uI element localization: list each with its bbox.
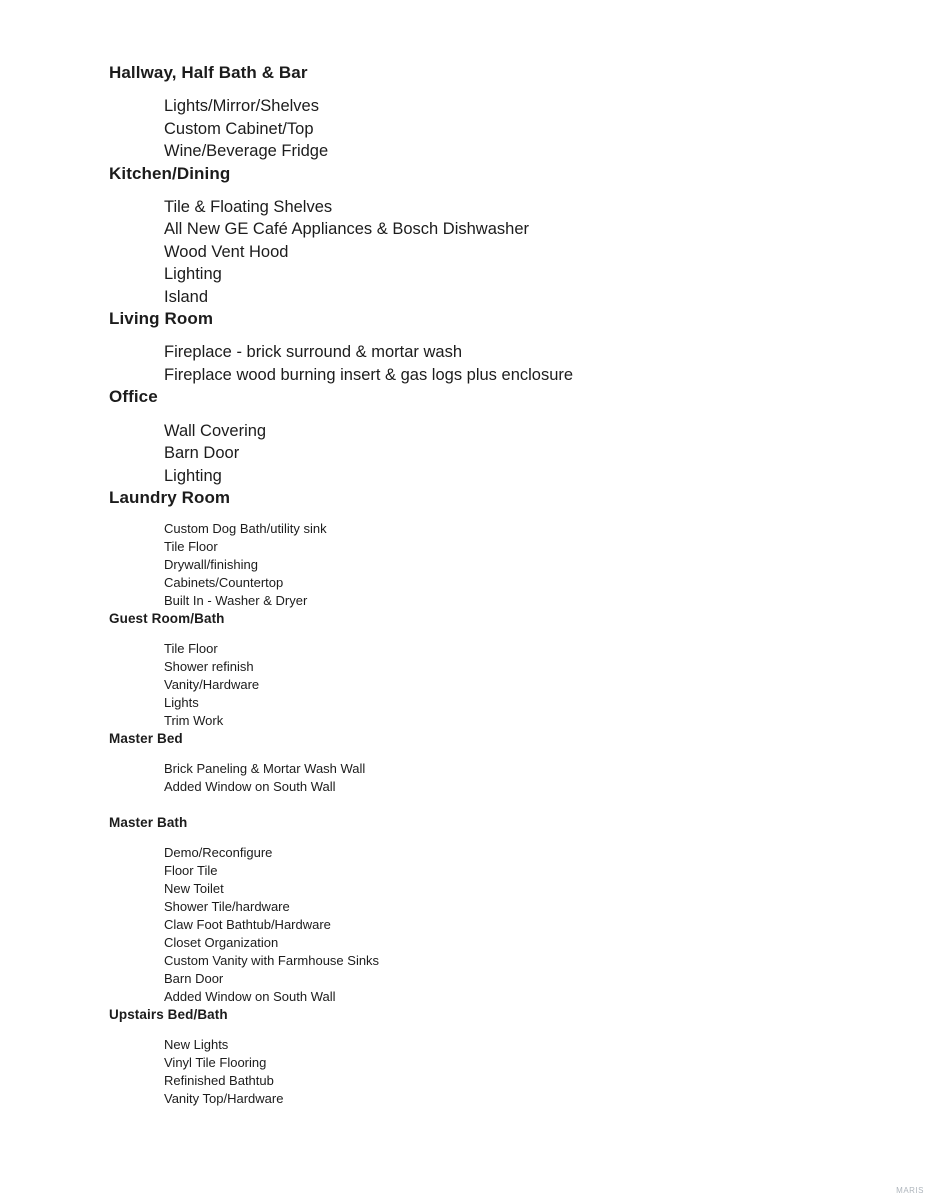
section-items: [164, 1036, 907, 1108]
list-item: Brick Paneling & Mortar Wash Wall: [164, 761, 366, 777]
section-heading: Office: [109, 387, 158, 407]
list-item: Shower Tile/hardware: [164, 899, 290, 915]
section-items: [164, 196, 907, 308]
section: [109, 610, 907, 730]
list-item: Custom Vanity with Farmhouse Sinks: [164, 953, 380, 969]
section-items: [164, 341, 907, 386]
list-item: Custom Cabinet/Top: [164, 119, 314, 138]
section-heading: Living Room: [109, 309, 214, 329]
section: [109, 386, 907, 487]
section-items: [164, 760, 907, 796]
list-item: Island: [164, 287, 209, 306]
list-item: Wood Vent Hood: [164, 242, 289, 261]
list-item: Lights/Mirror/Shelves: [164, 97, 319, 116]
list-item: Floor Tile: [164, 863, 218, 879]
list-item: Fireplace - brick surround & mortar wash: [164, 343, 463, 362]
section: [109, 730, 907, 796]
list-item: Added Window on South Wall: [164, 989, 336, 1005]
section-heading: Master Bed: [109, 731, 183, 747]
section: [109, 487, 907, 610]
list-item: Closet Organization: [164, 935, 279, 951]
maris-watermark: MARIS: [896, 1186, 924, 1195]
section-heading: Guest Room/Bath: [109, 611, 225, 627]
section: [109, 163, 907, 308]
list-item: Tile Floor: [164, 539, 218, 555]
list-item: Custom Dog Bath/utility sink: [164, 521, 327, 537]
list-item: Built In - Washer & Dryer: [164, 593, 308, 609]
section-heading: Master Bath: [109, 815, 188, 831]
list-item: Vinyl Tile Flooring: [164, 1055, 267, 1071]
section: [109, 1006, 907, 1108]
list-item: Trim Work: [164, 713, 224, 729]
list-item: Wine/Beverage Fridge: [164, 142, 329, 161]
section: [109, 814, 907, 1006]
section-heading: Upstairs Bed/Bath: [109, 1007, 228, 1023]
section-heading: Hallway, Half Bath & Bar: [109, 63, 308, 82]
list-item: Tile & Floating Shelves: [164, 198, 333, 217]
list-item: Lighting: [164, 466, 222, 485]
list-item: Refinished Bathtub: [164, 1073, 274, 1089]
section-items: [164, 520, 907, 610]
list-item: Tile Floor: [164, 641, 218, 657]
list-item: Vanity/Hardware: [164, 677, 260, 693]
section-items: [164, 420, 907, 487]
list-item: Lighting: [164, 265, 222, 284]
section: [109, 308, 907, 386]
section-items: [164, 844, 907, 1006]
renovation-list: [109, 62, 907, 1108]
list-item: Added Window on South Wall: [164, 779, 336, 795]
section-heading: Kitchen/Dining: [109, 163, 231, 183]
list-item: Cabinets/Countertop: [164, 575, 284, 591]
list-item: Shower refinish: [164, 659, 254, 675]
list-item: Vanity Top/Hardware: [164, 1091, 284, 1107]
list-item: Claw Foot Bathtub/Hardware: [164, 917, 331, 933]
section-items: [164, 95, 907, 162]
list-item: Barn Door: [164, 444, 240, 463]
list-item: Barn Door: [164, 971, 224, 987]
list-item: Fireplace wood burning insert & gas logs plus enclosure: [164, 365, 574, 384]
section-heading: Laundry Room: [109, 487, 231, 507]
list-item: Lights: [164, 695, 199, 711]
list-item: New Lights: [164, 1037, 229, 1053]
section: [109, 62, 907, 163]
list-item: All New GE Café Appliances & Bosch Dishwasher: [164, 220, 529, 239]
list-item: New Toilet: [164, 881, 224, 897]
section-items: [164, 640, 907, 730]
list-item: Demo/Reconfigure: [164, 845, 273, 861]
list-item: Drywall/finishing: [164, 557, 258, 573]
list-item: Wall Covering: [164, 421, 267, 440]
